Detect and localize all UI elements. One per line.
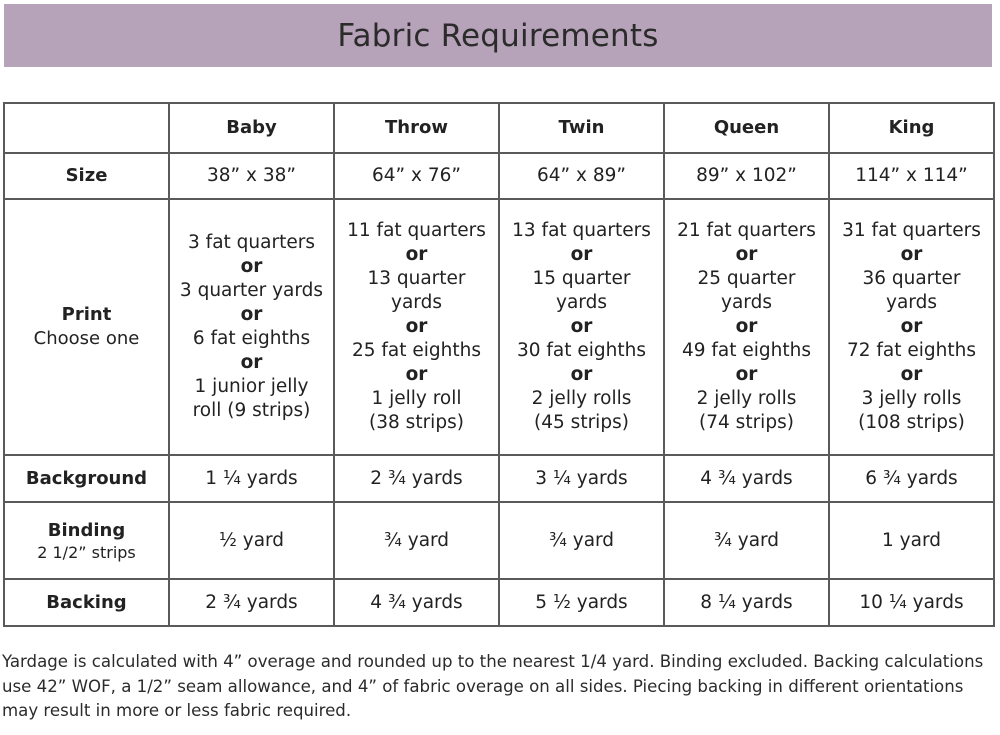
or-separator: or — [735, 244, 758, 265]
print-option: 36 quarter yards — [862, 268, 961, 313]
print-option: 13 quarter yards — [367, 268, 466, 313]
or-separator: or — [405, 364, 428, 385]
binding-cell: ¹⁄₂ yard — [169, 502, 334, 579]
print-option: 3 jelly rolls (108 strips) — [858, 388, 965, 433]
print-option: 2 jelly rolls (45 strips) — [531, 388, 632, 433]
title-banner — [4, 4, 992, 67]
print-option: 25 quarter yards — [697, 268, 796, 313]
or-separator: or — [570, 244, 593, 265]
page-title: Fabric Requirements — [337, 17, 659, 54]
or-separator: or — [240, 304, 263, 325]
size-cell: 38” x 38” — [169, 153, 334, 199]
or-separator: or — [570, 316, 593, 337]
backing-cell: 4 ³⁄₄ yards — [334, 579, 499, 626]
backing-row — [4, 579, 994, 626]
row-label-binding — [4, 502, 169, 579]
or-separator: or — [900, 316, 923, 337]
size-row — [4, 153, 994, 199]
fabric-requirements-table — [3, 102, 995, 627]
print-cell-king — [829, 199, 994, 455]
print-cell-twin — [499, 199, 664, 455]
binding-cell: ³⁄₄ yard — [499, 502, 664, 579]
print-option: 3 fat quarters — [188, 232, 315, 253]
binding-cell: 1 yard — [829, 502, 994, 579]
backing-cell: 10 ¹⁄₄ yards — [829, 579, 994, 626]
print-option: 6 fat eighths — [192, 328, 311, 349]
print-option: 30 fat eighths — [516, 340, 646, 361]
row-label-print — [4, 199, 169, 455]
binding-cell: ³⁄₄ yard — [334, 502, 499, 579]
print-sublabel: Choose one — [33, 328, 140, 349]
print-option: 15 quarter yards — [532, 268, 631, 313]
print-option: 2 jelly rolls (74 strips) — [696, 388, 797, 433]
size-cell: 89” x 102” — [664, 153, 829, 199]
print-cell-throw — [334, 199, 499, 455]
binding-sublabel: 2 1/2” strips — [37, 542, 136, 562]
size-cell: 64” x 76” — [334, 153, 499, 199]
row-label-background: Background — [4, 455, 169, 502]
column-header-throw: Throw — [334, 103, 499, 153]
print-cell-baby — [169, 199, 334, 455]
print-option: 13 fat quarters — [512, 220, 651, 241]
background-cell: 2 ³⁄₄ yards — [334, 455, 499, 502]
size-cell: 64” x 89” — [499, 153, 664, 199]
print-option: 3 quarter yards — [179, 280, 324, 301]
column-header-queen: Queen — [664, 103, 829, 153]
or-separator: or — [900, 364, 923, 385]
print-label: Print — [61, 304, 112, 325]
binding-label: Binding — [47, 519, 126, 541]
or-separator: or — [735, 364, 758, 385]
print-option: 31 fat quarters — [842, 220, 981, 241]
print-option: 1 jelly roll (38 strips) — [369, 388, 464, 433]
or-separator: or — [240, 256, 263, 277]
background-row — [4, 455, 994, 502]
column-header-baby: Baby — [169, 103, 334, 153]
size-cell: 114” x 114” — [829, 153, 994, 199]
background-cell: 3 ¹⁄₄ yards — [499, 455, 664, 502]
or-separator: or — [570, 364, 593, 385]
background-cell: 1 ¹⁄₄ yards — [169, 455, 334, 502]
or-separator: or — [735, 316, 758, 337]
backing-cell: 5 ¹⁄₂ yards — [499, 579, 664, 626]
print-option: 11 fat quarters — [347, 220, 486, 241]
backing-cell: 8 ¹⁄₄ yards — [664, 579, 829, 626]
footnote: Yardage is calculated with 4” overage and rounded up to the nearest 1/4 yard. Binding excluded. Backing calculations use 42” WOF, a 1/2” seam allowance, and 4” of fabric overage on all sides. Piecing backing in different orientations may result in more or less fabric required. — [2, 652, 984, 720]
row-label-size: Size — [4, 153, 169, 199]
print-cell-queen — [664, 199, 829, 455]
corner-cell — [4, 103, 169, 153]
background-cell: 4 ³⁄₄ yards — [664, 455, 829, 502]
binding-row — [4, 502, 994, 579]
print-row — [4, 199, 994, 455]
column-header-king: King — [829, 103, 994, 153]
print-option: 25 fat eighths — [351, 340, 481, 361]
print-option: 1 junior jelly roll (9 strips) — [192, 376, 311, 421]
or-separator: or — [405, 244, 428, 265]
or-separator: or — [405, 316, 428, 337]
backing-cell: 2 ³⁄₄ yards — [169, 579, 334, 626]
row-label-backing: Backing — [4, 579, 169, 626]
print-option: 21 fat quarters — [677, 220, 816, 241]
column-header-twin: Twin — [499, 103, 664, 153]
or-separator: or — [240, 352, 263, 373]
binding-cell: ³⁄₄ yard — [664, 502, 829, 579]
background-cell: 6 ³⁄₄ yards — [829, 455, 994, 502]
print-option: 49 fat eighths — [681, 340, 811, 361]
print-option: 72 fat eighths — [846, 340, 976, 361]
header-row — [4, 103, 994, 153]
or-separator: or — [900, 244, 923, 265]
